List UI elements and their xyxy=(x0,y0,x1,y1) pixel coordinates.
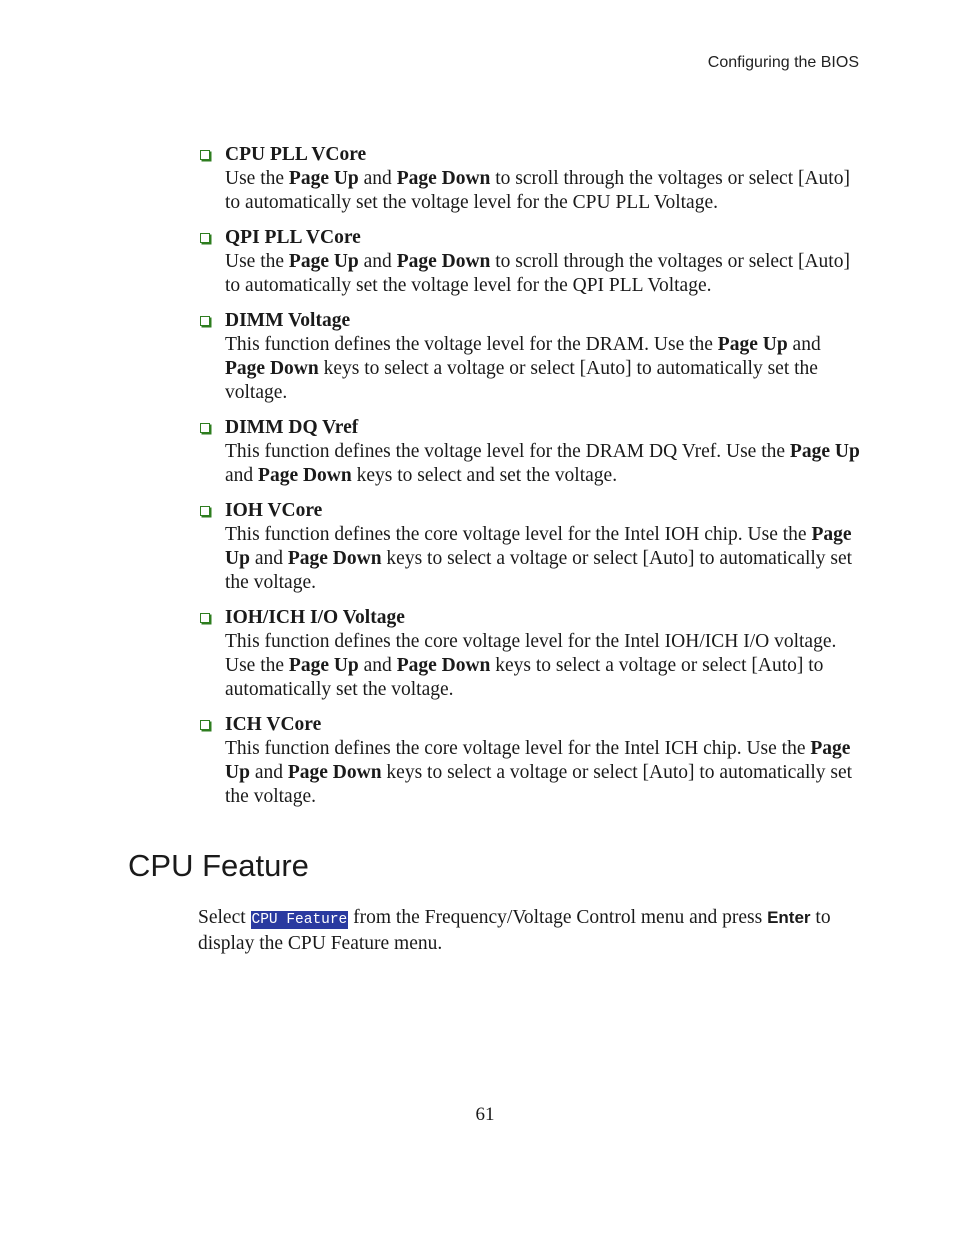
description-text: This function defines the core voltage level for the Intel IOH chip. Use the xyxy=(225,524,812,545)
checkbox-square-icon xyxy=(200,316,210,326)
description-text: Use the xyxy=(225,251,289,272)
description-text: keys to select a voltage or select [Auto] to automatically set the voltage. xyxy=(225,548,853,593)
item-title: DIMM DQ Vref xyxy=(225,417,359,438)
checkbox-square-icon xyxy=(200,506,210,516)
item-title: DIMM Voltage xyxy=(225,310,351,331)
list-item xyxy=(198,606,862,702)
enter-key-label: Enter xyxy=(767,908,811,927)
list-item xyxy=(198,309,862,405)
section-text: to display the CPU Feature menu. xyxy=(198,907,831,954)
key-name: Page Down xyxy=(396,168,491,189)
description-text: keys to select and set the voltage. xyxy=(351,465,618,486)
description-text: keys to select a voltage or select [Auto] to automatically set the voltage. xyxy=(225,762,853,807)
checkbox-square-icon xyxy=(200,423,210,433)
description-text: This function defines the voltage level for the DRAM DQ Vref. Use the xyxy=(225,441,790,462)
item-title: IOH VCore xyxy=(225,500,323,521)
checkbox-square-icon xyxy=(200,720,210,730)
list-item xyxy=(198,226,862,298)
item-description xyxy=(225,630,862,702)
description-text: to scroll through the voltages or select [Auto] to automatically set the voltage level for the QPI PLL Voltage. xyxy=(225,251,850,296)
list-item xyxy=(198,713,862,809)
key-name: Page Up xyxy=(288,251,359,272)
description-text: This function defines the core voltage level for the Intel ICH chip. Use the xyxy=(225,738,811,759)
checkbox-square-icon xyxy=(200,613,210,623)
description-text: and xyxy=(249,548,288,569)
checkbox-square-icon xyxy=(200,233,210,243)
description-text: This function defines the voltage level for the DRAM. Use the xyxy=(225,334,718,355)
description-text: keys to select a voltage or select [Auto] to automatically set the voltage. xyxy=(225,358,818,403)
checkbox-square-icon xyxy=(200,150,210,160)
key-name: Page Down xyxy=(287,762,382,783)
item-title: ICH VCore xyxy=(225,714,322,735)
description-text: and xyxy=(358,251,397,272)
item-description xyxy=(225,333,862,405)
description-text: keys to select a voltage or select [Auto] to automatically set the voltage. xyxy=(225,655,824,700)
key-name: Page Down xyxy=(396,655,491,676)
running-header: Configuring the BIOS xyxy=(707,54,859,71)
section-text: from the Frequency/Voltage Control menu and press xyxy=(348,907,768,928)
description-text: and xyxy=(358,168,397,189)
item-description xyxy=(225,250,862,298)
item-list xyxy=(198,143,862,820)
key-name: Page Up xyxy=(789,441,860,462)
key-name: Page Down xyxy=(396,251,491,272)
item-description xyxy=(225,440,862,488)
item-description xyxy=(225,167,862,215)
section-text: Select xyxy=(198,907,251,928)
section-paragraph xyxy=(198,906,862,956)
description-text: and xyxy=(249,762,288,783)
key-name: Page Up xyxy=(225,524,852,569)
description-text: This function defines the core voltage level for the Intel IOH/ICH I/O voltage. Use the xyxy=(225,631,837,676)
description-text: and xyxy=(225,465,259,486)
item-description xyxy=(225,523,862,595)
key-name: Page Up xyxy=(717,334,788,355)
item-title: CPU PLL VCore xyxy=(225,144,367,165)
item-title: IOH/ICH I/O Voltage xyxy=(225,607,405,628)
description-text: and xyxy=(358,655,397,676)
key-name: Page Up xyxy=(288,655,359,676)
description-text: and xyxy=(787,334,821,355)
key-name: Page Down xyxy=(287,548,382,569)
key-name: Page Up xyxy=(225,738,851,783)
description-text: to scroll through the voltages or select [Auto] to automatically set the voltage level for the CPU PLL Voltage. xyxy=(225,168,850,213)
item-description xyxy=(225,737,862,809)
key-name: Page Up xyxy=(288,168,359,189)
list-item xyxy=(198,416,862,488)
list-item xyxy=(198,499,862,595)
key-name: Page Down xyxy=(225,358,319,379)
list-item xyxy=(198,143,862,215)
menu-item-highlight: CPU Feature xyxy=(251,912,348,928)
key-name: Page Down xyxy=(258,465,352,486)
section-title: CPU Feature xyxy=(128,848,309,883)
item-title: QPI PLL VCore xyxy=(225,227,361,248)
page-number: 61 xyxy=(475,1104,495,1125)
description-text: Use the xyxy=(225,168,289,189)
